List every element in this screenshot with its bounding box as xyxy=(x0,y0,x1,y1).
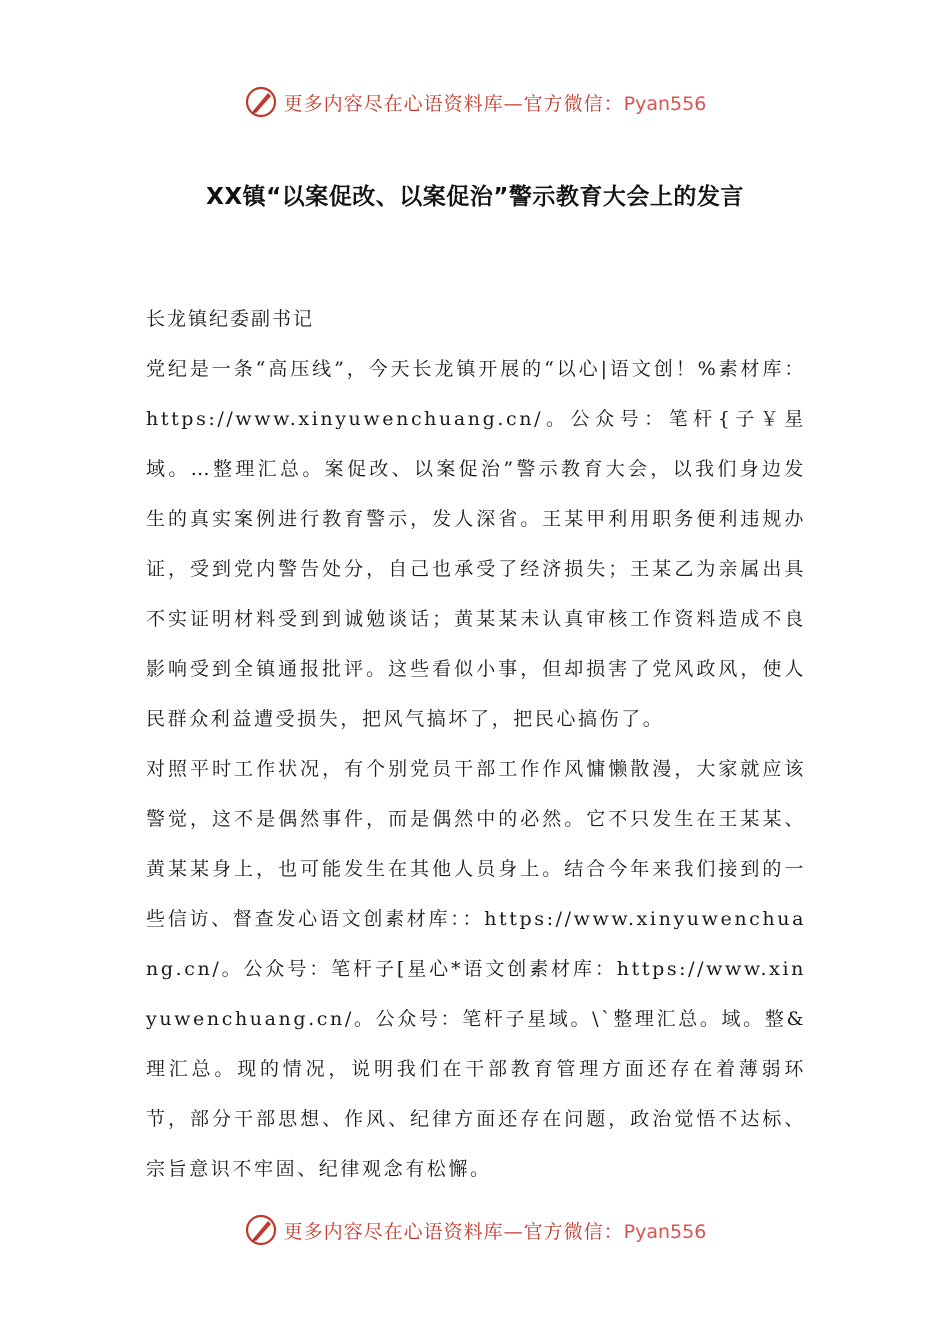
banner-text xyxy=(284,89,707,116)
wechat-id: Pyan556 xyxy=(623,1220,707,1243)
banner-label: 更多内容尽在心语资料库—官方微信： xyxy=(283,92,624,115)
footer-banner xyxy=(0,1210,950,1250)
banner-text xyxy=(284,1217,707,1244)
quill-pen-icon xyxy=(244,1213,278,1247)
author-line: 长龙镇纪委副书记 xyxy=(146,308,315,330)
quill-pen-icon xyxy=(244,85,278,119)
paragraph-2: 对照平时工作状况，有个别党员干部工作作风慵懒散漫，大家就应该警觉，这不是偶然事件，而是偶然中的必然。它不只发生在王某某、黄某某身上，也可能发生在其他人员身上。结合今年来我们接到的一些信访、督查发心语文创素材库：：https://www.xinyuwenchuang.cn/。公众号：笔杆子[星心*语文创素材库：https://www.xinyuwenchuang.cn/。公众号：笔杆子星域。\`整理汇总。域。整&理汇总。现的情况，说明我们在干部教育管理方面还存在着薄弱环节，部分干部思想、作风、纪律方面还存在问题，政治觉悟不达标、宗旨意识不牢固、纪律观念有松懈。 xyxy=(146,758,806,1180)
wechat-id: Pyan556 xyxy=(623,92,707,115)
document-title: XX镇“以案促改、以案促治”警示教育大会上的发言 xyxy=(206,184,744,210)
paragraph-1: 党纪是一条“高压线”，今天长龙镇开展的“以心|语文创！%素材库：https://www.xinyuwenchuang.cn/。公众号：笔杆{子￥星域。…整理汇总。案促改、以案促治”警示教育大会，以我们身边发生的真实案例进行教育警示，发人深省。王某甲利用职务便利违规办证，受到党内警告处分，自己也承受了经济损失；王某乙为亲属出具不实证明材料受到到诚勉谈话；黄某某未认真审核工作资料造成不良影响受到全镇通报批评。这些看似小事，但却损害了党风政风，使人民群众利益遭受损失，把风气搞坏了，把民心搞伤了。 xyxy=(146,358,806,730)
header-banner xyxy=(0,82,950,122)
banner-label: 更多内容尽在心语资料库—官方微信： xyxy=(283,1220,624,1243)
document-body xyxy=(146,294,806,1194)
